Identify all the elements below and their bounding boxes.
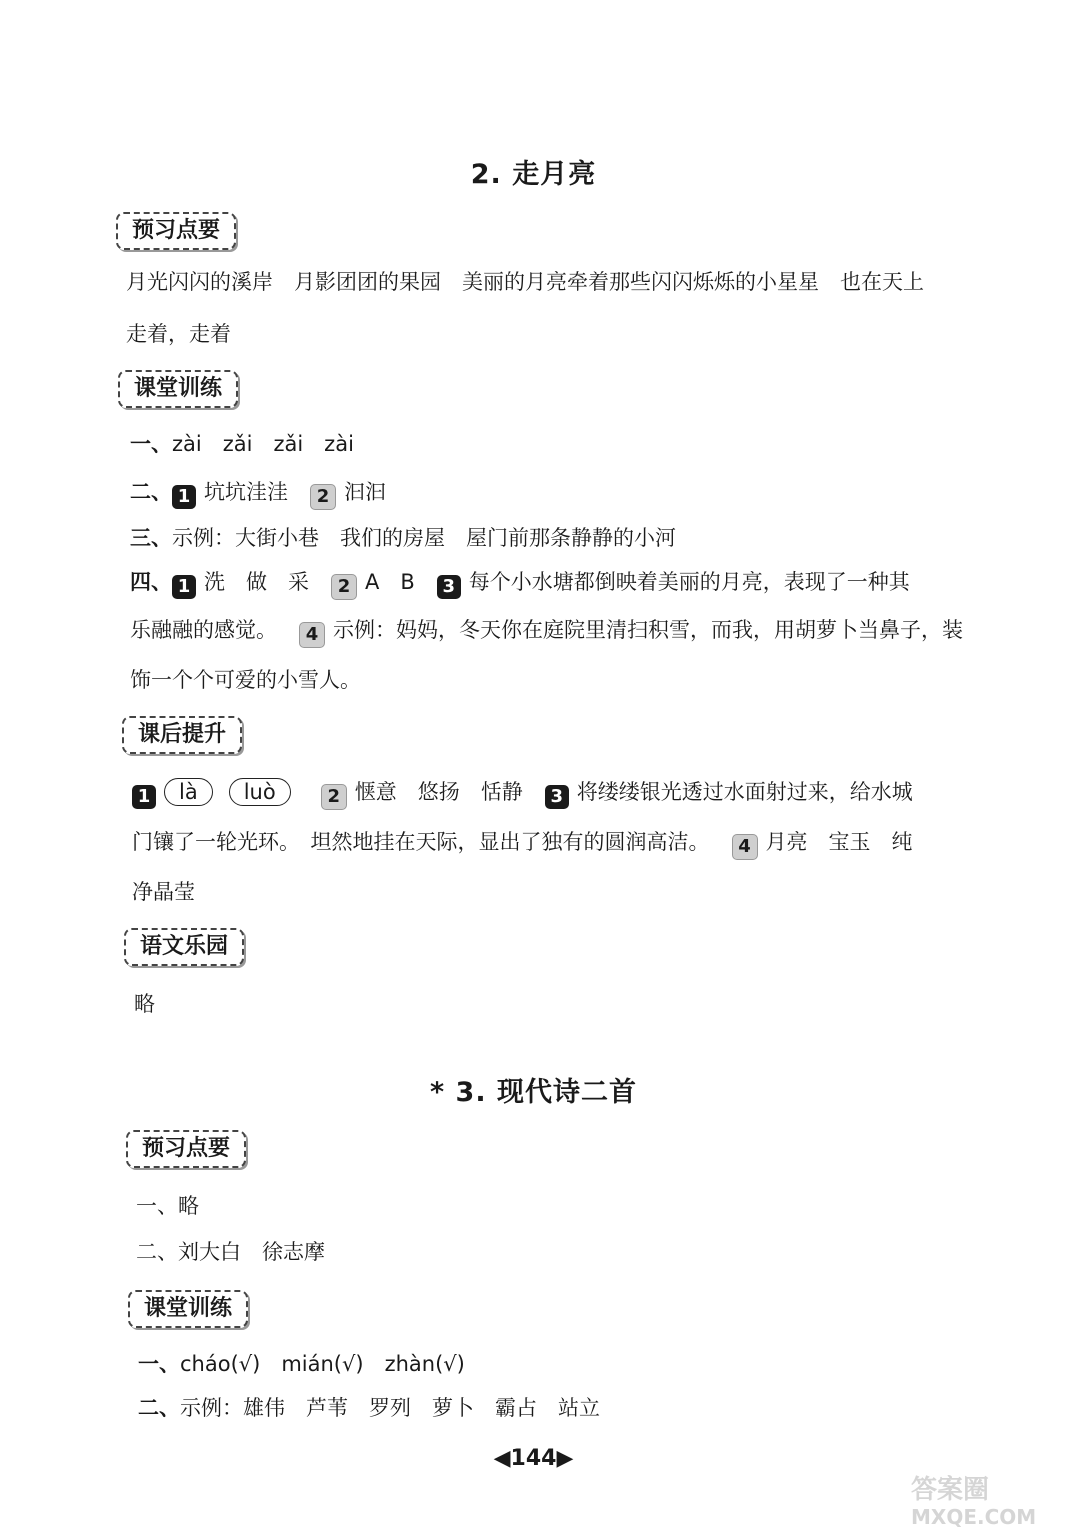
number-badge-2: 2 [310, 484, 336, 510]
q4-1: 洗 做 采 [204, 570, 309, 594]
preview-line-1: 月光闪闪的溪岸 月影团团的果园 美丽的月亮牵着那些闪闪烁烁的小星星 也在天上 [126, 270, 924, 294]
number-badge-4: 4 [732, 834, 758, 860]
after-line-3: 净晶莹 [132, 880, 195, 904]
after-a2: 惬意 悠扬 恬静 [354, 780, 523, 804]
class-q4-line1 [130, 566, 910, 600]
tag-after-class: 课后提升 [122, 716, 242, 754]
q3-lead: 三、 [130, 526, 172, 550]
svg-text:答案圈: 答案圈 [911, 1475, 990, 1505]
class-q4-line2 [130, 614, 963, 648]
number-badge-2: 2 [321, 784, 347, 810]
class-q3 [130, 522, 676, 552]
q4-lead: 四、 [130, 570, 172, 594]
fun-text: 略 [134, 992, 155, 1016]
number-badge-4: 4 [299, 622, 325, 648]
tag-class-training: 课堂训练 [118, 370, 238, 408]
q2-b: 汩汩 [344, 480, 386, 504]
number-badge-1: 1 [172, 575, 196, 599]
after-line-1 [132, 776, 913, 810]
section-title-zou-yue-liang: 2. 走月亮 [470, 159, 597, 190]
preview-line-2: 走着，走着 [126, 322, 231, 346]
class2-q1-lead: 一、 [138, 1352, 180, 1376]
q1-text: zài zǎi zǎi zài [172, 432, 354, 456]
q1-lead: 一、 [130, 432, 172, 456]
class-q2 [130, 476, 386, 510]
number-badge-1: 1 [132, 785, 156, 809]
q2-a: 坑坑洼洼 [204, 480, 288, 504]
class-q1 [130, 428, 354, 458]
preview2-line-1: 一、略 [136, 1194, 199, 1218]
number-badge-3: 3 [545, 785, 569, 809]
tag-chinese-garden: 语文乐园 [124, 928, 244, 966]
q2-lead: 二、 [130, 480, 172, 504]
pinyin-oval-luo: luò [229, 778, 291, 806]
number-badge-2: 2 [331, 574, 357, 600]
class2-q1 [138, 1348, 465, 1378]
after-line-2 [132, 826, 913, 860]
q3-text: 示例：大街小巷 我们的房屋 屋门前那条静静的小河 [172, 526, 676, 550]
pinyin-oval-la: là [164, 778, 213, 806]
class-q4-line3: 饰一个个可爱的小雪人。 [130, 668, 361, 692]
page-number: ◀144▶ [493, 1446, 574, 1471]
number-badge-1: 1 [172, 485, 196, 509]
section-title-modern-poems: * 3. 现代诗二首 [430, 1077, 637, 1108]
class2-q1-text: cháo(√) mián(√) zhàn(√) [180, 1352, 465, 1376]
after-a3: 将缕缕银光透过水面射过来，给水城 [576, 780, 913, 804]
q4-line2a: 乐融融的感觉。 [130, 618, 277, 642]
tag-class-training-2: 课堂训练 [128, 1290, 248, 1328]
watermark-logo [905, 1468, 1065, 1530]
after-line2-text: 门镶了一轮光环。 坦然地挂在天际，显出了独有的圆润高洁。 [132, 830, 710, 854]
number-badge-3: 3 [437, 575, 461, 599]
tag-preview: 预习点要 [116, 212, 236, 250]
q4-3: 每个小水塘都倒映着美丽的月亮，表现了一种其 [468, 570, 910, 594]
class2-q2-lead: 二、 [138, 1396, 180, 1420]
class2-q2-text: 示例：雄伟 芦苇 罗列 萝卜 霸占 站立 [180, 1396, 600, 1420]
watermark-icon [905, 1468, 1065, 1530]
q4-4: 示例：妈妈，冬天你在庭院里清扫积雪，而我，用胡萝卜当鼻子，装 [333, 618, 963, 642]
svg-text:MXQE.COM: MXQE.COM [911, 1505, 1037, 1529]
preview2-line-2: 二、刘大白 徐志摩 [136, 1240, 325, 1264]
tag-preview-2: 预习点要 [126, 1130, 246, 1168]
q4-2: A B [365, 570, 415, 594]
after-a4: 月亮 宝玉 纯 [765, 830, 913, 854]
class2-q2 [138, 1392, 600, 1422]
